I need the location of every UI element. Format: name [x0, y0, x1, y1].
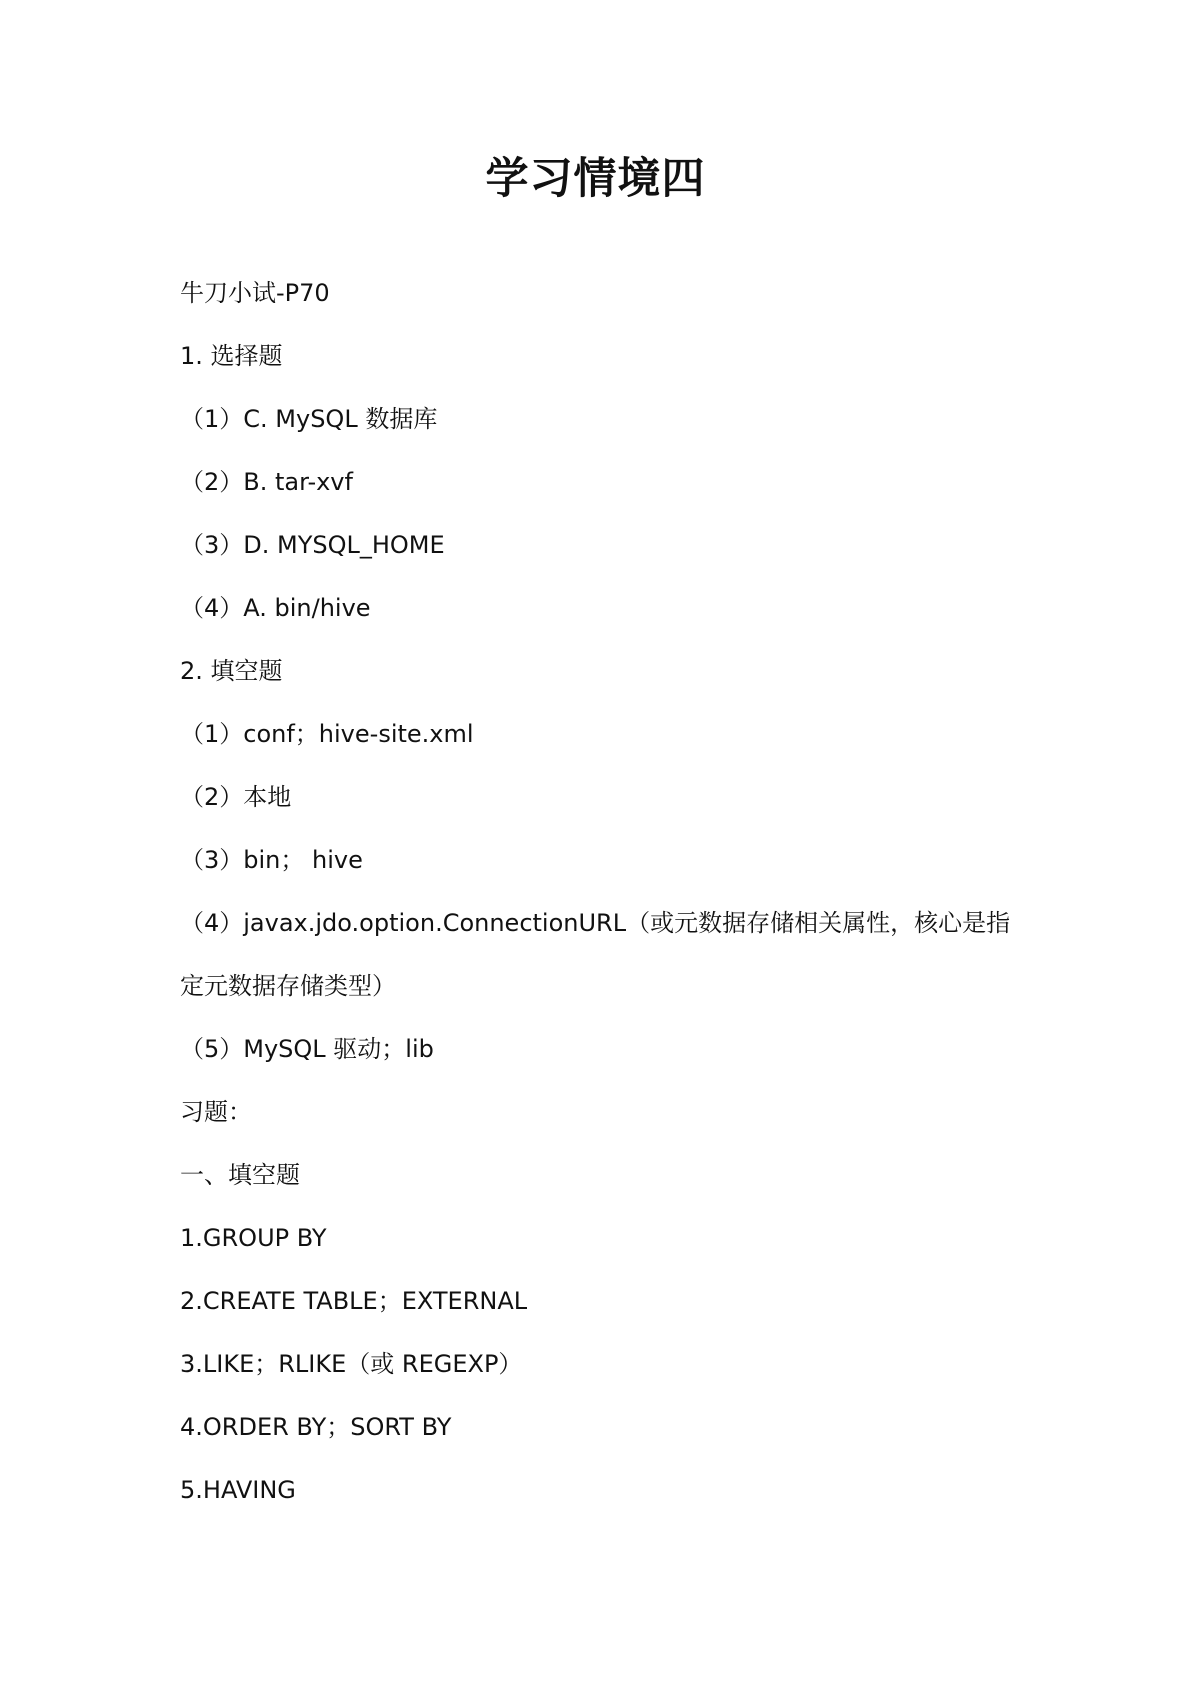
heading-multiple-choice: 1. 选择题: [180, 342, 283, 370]
heading-exercise-fill-in: 一、填空题: [180, 1161, 300, 1189]
answer-line: （5）MySQL 驱动；lib: [180, 1035, 434, 1063]
section-label-exercises: 习题：: [180, 1098, 252, 1126]
exercise-answer-line: 4.ORDER BY；SORT BY: [180, 1413, 452, 1441]
exercise-answer-line: 3.LIKE；RLIKE（或 REGEXP）: [180, 1350, 523, 1378]
answer-line: （1）C. MySQL 数据库: [180, 405, 438, 433]
answer-line: （1）conf；hive-site.xml: [180, 720, 474, 748]
page-title: 学习情境四: [485, 154, 706, 204]
exercise-answer-line: 2.CREATE TABLE；EXTERNAL: [180, 1287, 528, 1315]
heading-fill-in: 2. 填空题: [180, 657, 283, 685]
exercise-answer-line: 5.HAVING: [180, 1476, 296, 1504]
document-body: [180, 262, 1020, 1522]
answer-line: （3）D. MYSQL_HOME: [180, 531, 445, 559]
exercise-answer-line: 1.GROUP BY: [180, 1224, 327, 1252]
answer-line: （2）B. tar-xvf: [180, 468, 353, 496]
answer-line-wrapped: （4）javax.jdo.option.ConnectionURL（或元数据存储相关属性，核心是指定元数据存储类型）: [180, 909, 1011, 1000]
answer-line: （4）A. bin/hive: [180, 594, 371, 622]
answer-line: （2）本地: [180, 783, 292, 811]
section-label-practice: 牛刀小试-P70: [180, 279, 330, 307]
answer-line: （3）bin； hive: [180, 846, 363, 874]
